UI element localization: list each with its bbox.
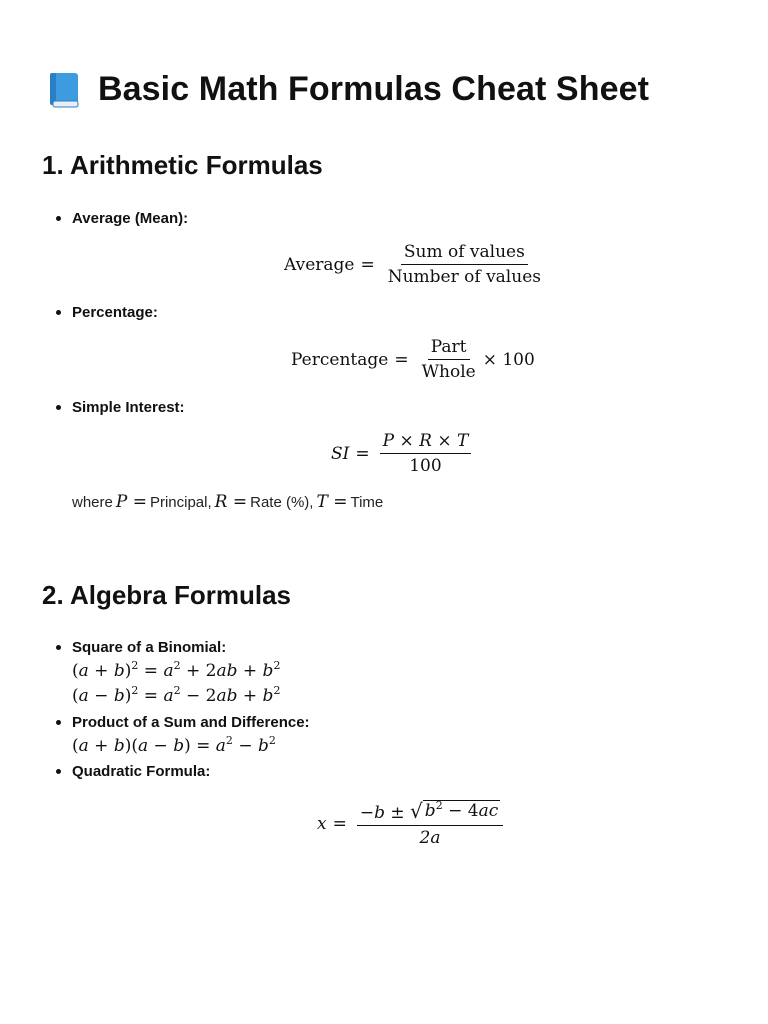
formula-lhs: Average: [284, 254, 355, 275]
denominator: Whole: [421, 362, 476, 382]
list-item-quadratic: [56, 763, 210, 780]
section-heading-arithmetic: 1. Arithmetic Formulas: [42, 150, 323, 180]
percentage-formula: [291, 337, 535, 382]
formula-lhs: Percentage: [291, 349, 389, 370]
fraction: [380, 431, 472, 476]
equals-sign: =: [394, 349, 409, 370]
formula-label: Simple Interest:: [72, 399, 185, 416]
title-row: [48, 70, 649, 109]
variable-p: P =: [115, 492, 147, 512]
bullet-icon: [56, 216, 61, 221]
note-rate: Rate (%),: [250, 494, 314, 511]
binomial-difference-formula: $(a - b)^2 = a^2 - 2ab + b^2$: [72, 684, 281, 706]
formula-label: Percentage:: [72, 304, 158, 321]
denominator: Number of values: [387, 267, 541, 287]
formula-label: Quadratic Formula:: [72, 763, 211, 780]
list-item-percentage: [56, 304, 158, 321]
note-principal: Principal,: [149, 494, 212, 511]
list-item-simple-interest: [56, 399, 185, 416]
formula-lhs: x: [317, 814, 327, 834]
list-item-average: [56, 210, 188, 227]
numerator: P × R × T: [380, 431, 472, 454]
average-formula: [284, 242, 548, 287]
list-item-square-binomial: [56, 639, 226, 656]
variables-note: [72, 492, 383, 512]
denominator: 2a: [419, 828, 441, 848]
simple-interest-formula: [331, 431, 475, 476]
note-where: where: [72, 494, 113, 511]
fraction: [385, 242, 544, 287]
numerator: Sum of values: [401, 242, 528, 265]
formula-tail: × 100: [482, 349, 535, 370]
fraction: [419, 337, 479, 382]
bullet-icon: [56, 769, 61, 774]
fraction: [357, 800, 503, 848]
list-item-sum-difference: [56, 714, 310, 731]
formula-label: Product of a Sum and Difference:: [72, 714, 310, 731]
bullet-icon: [56, 645, 61, 650]
quadratic-formula: [317, 800, 507, 848]
equals-sign: =: [355, 443, 370, 464]
binomial-sum-formula: $(a + b)^2 = a^2 + 2ab + b^2$: [72, 659, 281, 681]
page-title: Basic Math Formulas Cheat Sheet: [98, 70, 650, 108]
bullet-icon: [56, 405, 61, 410]
variable-r: R =: [214, 492, 248, 512]
variable-t: T =: [316, 492, 348, 512]
sum-difference-formula: $(a + b)(a - b) = a^2 - b^2$: [72, 734, 276, 756]
note-time: Time: [350, 494, 384, 511]
formula-lhs: SI: [331, 443, 350, 464]
numerator: Part: [428, 337, 470, 360]
square-root: √ $b^2 - 4ac$: [410, 799, 499, 823]
numerator: −b ± √ $b^2 - 4ac$: [357, 800, 503, 826]
bullet-icon: [56, 720, 61, 725]
bullet-icon: [56, 310, 61, 315]
book-icon: [48, 72, 80, 108]
denominator: 100: [409, 456, 442, 476]
section-heading-algebra: 2. Algebra Formulas: [42, 580, 291, 610]
equals-sign: =: [332, 814, 347, 834]
equals-sign: =: [360, 254, 375, 275]
formula-label: Average (Mean):: [72, 210, 189, 227]
formula-label: Square of a Binomial:: [72, 639, 227, 656]
